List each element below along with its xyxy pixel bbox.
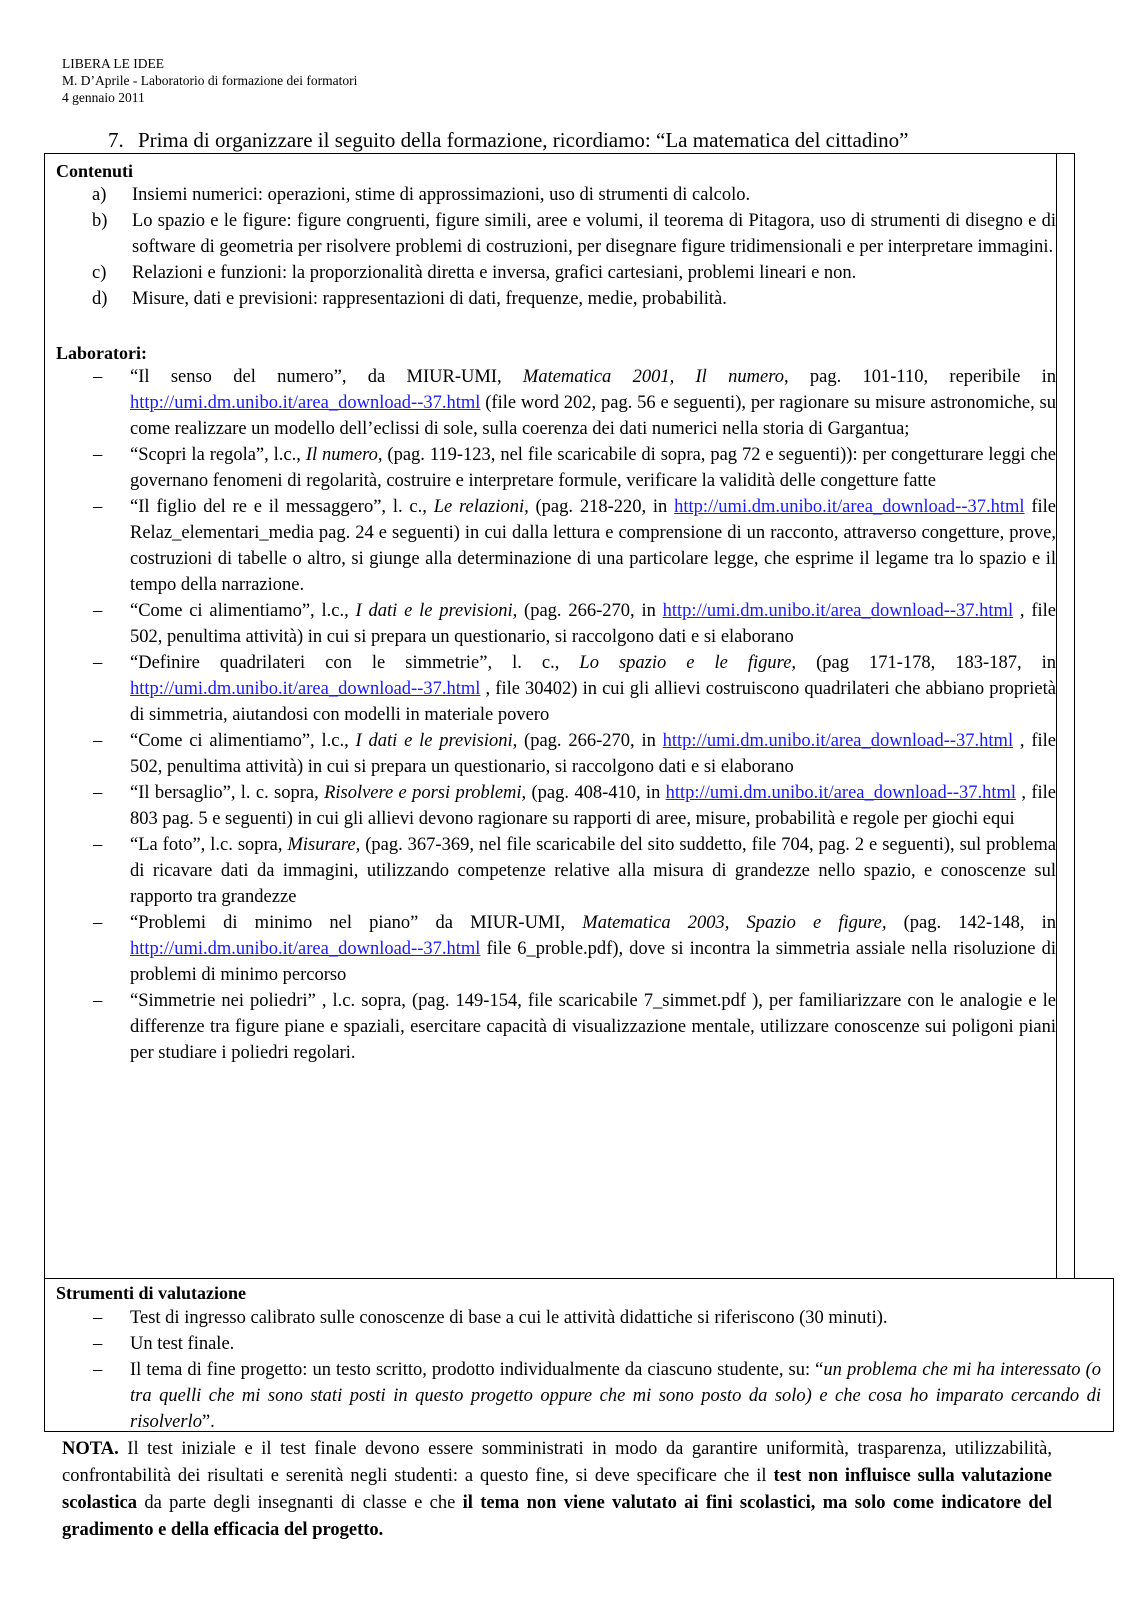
item-text: “Simmetrie nei poliedri” , l.c. sopra, (pag. 149-154, file scaricabile 7_simmet.pdf ), per familiarizzare con le analogie e le differenze tra figure piane e spaziali, esercitare capacità di visualizzazione mentale, utilizzare conoscenze sui poligoni piani per studiare i poliedri regolari. — [130, 991, 1056, 1063]
contenuti-section — [56, 160, 1056, 312]
laboratorio-item — [56, 780, 1056, 832]
item-source: I dati e le previsioni, — [355, 601, 518, 621]
dash-bullet: – — [93, 367, 103, 387]
item-text: (file word 202, pag. 56 e seguenti), per ragionare su misure astronomiche, su come realizzare un modello dell’eclissi di sole, sulla coerenza dei dati numerici nella storia di Gargantua; — [130, 393, 1056, 439]
item-label: a) — [92, 185, 107, 205]
nota-bold: il tema non viene valutato ai fini scolastici, ma solo come indicatore del gradimento e della efficacia del progetto. — [62, 1493, 1052, 1540]
item-text: Il tema di fine progetto: un testo scritto, prodotto individualmente da ciascuno studente, su: “ — [130, 1360, 824, 1380]
download-link[interactable]: http://umi.dm.unibo.it/area_download--37.html — [130, 393, 481, 413]
item-text: (pag. 367-369, nel file scaricabile del sito suddetto, file 704, pag. 2 e seguenti), sul problema di ricavare dati da immagini, utilizzando competenze relative alla misura di grandezze nello spazio, e conoscenze sul rapporto tra grandezze — [130, 835, 1056, 907]
strumenti-heading: Strumenti di valutazione — [56, 1283, 247, 1303]
item-text: ”. — [201, 1412, 215, 1432]
laboratorio-item — [56, 728, 1056, 780]
dash-bullet: – — [93, 835, 103, 855]
dash-bullet: – — [93, 1308, 103, 1328]
box-divider — [1056, 154, 1057, 1278]
dash-bullet: – — [93, 731, 103, 751]
dash-bullet: – — [93, 653, 103, 673]
item-text: “Problemi di minimo nel piano” da MIUR-UMI, — [130, 913, 583, 933]
laboratori-heading: Laboratori: — [56, 343, 147, 363]
box-rule — [1074, 1278, 1114, 1279]
item-text: Lo spazio e le figure: figure congruenti, figure simili, aree e volumi, il teorema di Pitagora, uso di strumenti di disegno e di software di geometria per risolvere problemi di costruzioni, per disegnare figure tridimensionali e per interpretare immagini. — [132, 211, 1056, 257]
item-source: Misurare, — [287, 835, 361, 855]
section-title — [108, 128, 908, 153]
strumento-item — [56, 1331, 1101, 1357]
contenuti-item — [56, 286, 1056, 312]
item-text: “Scopri la regola”, l.c., — [130, 445, 306, 465]
dash-bullet: – — [93, 445, 103, 465]
contenuti-heading: Contenuti — [56, 161, 134, 181]
item-text: , file 502, penultima attività) in cui si prepara un questionario, si raccolgono dati e si elaborano — [130, 731, 1056, 777]
item-text: Relazioni e funzioni: la proporzionalità diretta e inversa, grafici cartesiani, problemi lineari e non. — [132, 263, 857, 283]
item-source: Matematica 2001, Il numero — [522, 367, 784, 387]
download-link[interactable]: http://umi.dm.unibo.it/area_download--37.html — [130, 939, 481, 959]
download-link[interactable]: http://umi.dm.unibo.it/area_download--37.html — [662, 601, 1014, 621]
header-line-1: LIBERA LE IDEE — [62, 56, 164, 71]
laboratorio-item — [56, 442, 1056, 494]
item-text: Misure, dati e previsioni: rappresentazioni di dati, frequenze, medie, probabilità. — [132, 289, 727, 309]
item-text: (pag. 266-270, in — [517, 731, 663, 751]
laboratorio-item — [56, 364, 1056, 442]
dash-bullet: – — [93, 783, 103, 803]
item-source: Matematica 2003, Spazio e figure, — [582, 913, 887, 933]
item-text: “La foto”, l.c. sopra, — [130, 835, 288, 855]
item-source: Risolvere e porsi problemi, — [324, 783, 527, 803]
item-text: “Il figlio del re e il messaggero”, l. c., — [130, 497, 434, 517]
download-link[interactable]: http://umi.dm.unibo.it/area_download--37.html — [665, 783, 1017, 803]
item-text: Un test finale. — [130, 1334, 235, 1354]
item-source: Le relazioni, — [433, 497, 529, 517]
item-source: Il numero, — [305, 445, 383, 465]
dash-bullet: – — [93, 1360, 103, 1380]
item-label: c) — [92, 263, 107, 283]
section-number: 7. — [108, 128, 124, 152]
item-label: d) — [92, 289, 108, 309]
item-text: (pag. 408-410, in — [526, 783, 666, 803]
item-text: “Come ci alimentiamo”, l.c., — [130, 731, 356, 751]
contenuti-item — [56, 182, 1056, 208]
laboratorio-item — [56, 832, 1056, 910]
item-text: , file 803 pag. 5 e seguenti) in cui gli allievi devono ragionare su rapporti di aree, misure, probabilità e regole per giochi equi — [130, 783, 1056, 829]
header-line-3: 4 gennaio 2011 — [62, 90, 145, 105]
item-text: (pag. 266-270, in — [517, 601, 663, 621]
laboratorio-item — [56, 910, 1056, 988]
dash-bullet: – — [93, 913, 103, 933]
item-text: (pag. 119-123, nel file scaricabile di sopra, pag 72 e seguenti)): per congetturare leggi che governano fenomeni di regolarità, costruire e interpretare formule, verificare la validità delle congetture fatte — [130, 445, 1056, 491]
dash-bullet: – — [93, 601, 103, 621]
item-text: “Il bersaglio”, l. c. sopra, — [130, 783, 325, 803]
contenuti-item — [56, 208, 1056, 260]
item-text: (pag. 218-220, in — [528, 497, 675, 517]
strumento-item — [56, 1357, 1101, 1435]
item-text: , file 502, penultima attività) in cui si prepara un questionario, si raccolgono dati e si elaborano — [130, 601, 1056, 647]
strumento-item — [56, 1305, 1101, 1331]
laboratorio-item — [56, 650, 1056, 728]
item-text: “Definire quadrilateri con le simmetrie”, l. c., — [130, 653, 580, 673]
laboratorio-item — [56, 598, 1056, 650]
item-text: Insiemi numerici: operazioni, stime di approssimazioni, uso di strumenti di calcolo. — [132, 185, 751, 205]
nota-paragraph — [62, 1436, 1052, 1544]
item-text: file Relaz_elementari_media pag. 24 e seguenti) in cui dalla lettura e comprensione di un racconto, attraverso congetture, prove, costruzioni di tabelle o altro, si giunge alla determinazione di una particolare legge, che esprime il legame tra lo spazio e il tempo della narrazione. — [130, 497, 1057, 595]
item-text: (pag. 142-148, in — [886, 913, 1056, 933]
nota-text: da parte degli insegnanti di classe e che — [137, 1493, 463, 1513]
item-source: I dati e le previsioni, — [355, 731, 518, 751]
dash-bullet: – — [93, 991, 103, 1011]
item-text: “Come ci alimentiamo”, l.c., — [130, 601, 356, 621]
item-quote: un problema che mi ha interessato (o tra quelli che mi sono stati posti in questo progetto oppure che mi sono posto da solo) e che cosa ho imparato cercando di risolverlo — [130, 1360, 1102, 1432]
laboratorio-item — [56, 988, 1056, 1066]
item-text: file 6_proble.pdf), dove si incontra la simmetria assiale nella risoluzione di problemi di minimo percorso — [130, 939, 1056, 985]
item-text: , pag. 101-110, reperibile in — [783, 367, 1056, 387]
nota-label: NOTA. — [62, 1439, 119, 1459]
item-text: Test di ingresso calibrato sulle conoscenze di base a cui le attività didattiche si riferiscono (30 minuti). — [130, 1308, 888, 1328]
item-text: (pag 171-178, 183-187, in — [796, 653, 1056, 673]
contenuti-item — [56, 260, 1056, 286]
item-text: “Il senso del numero”, da MIUR-UMI, — [130, 367, 523, 387]
dash-bullet: – — [93, 1334, 103, 1354]
section-title-text: Prima di organizzare il seguito della formazione, ricordiamo: “La matematica del cittadino” — [138, 128, 909, 152]
document-header — [62, 55, 357, 106]
laboratori-section — [56, 342, 1056, 1066]
download-link[interactable]: http://umi.dm.unibo.it/area_download--37.html — [662, 731, 1014, 751]
strumenti-section — [56, 1281, 1101, 1435]
item-text: , file 30402) in cui gli allievi costruiscono quadrilateri che abbiano proprietà di simmetria, aiutandosi con modelli in materiale povero — [130, 679, 1056, 725]
item-label: b) — [92, 211, 108, 231]
download-link[interactable]: http://umi.dm.unibo.it/area_download--37.html — [130, 679, 481, 699]
laboratorio-item — [56, 494, 1056, 598]
nota-bold: test non influisce sulla valutazione scolastica — [62, 1466, 1052, 1513]
dash-bullet: – — [93, 497, 103, 517]
item-source: Lo spazio e le figure, — [579, 653, 797, 673]
nota-text: Il test iniziale e il test finale devono essere somministrati in modo da garantire uniformità, trasparenza, utilizzabilità, confrontabilità dei risultati e serenità negli studenti: a questo fine, si deve specificare che il — [62, 1439, 1052, 1486]
download-link[interactable]: http://umi.dm.unibo.it/area_download--37.html — [674, 497, 1025, 517]
header-line-2: M. D’Aprile - Laboratorio di formazione dei formatori — [62, 73, 358, 88]
